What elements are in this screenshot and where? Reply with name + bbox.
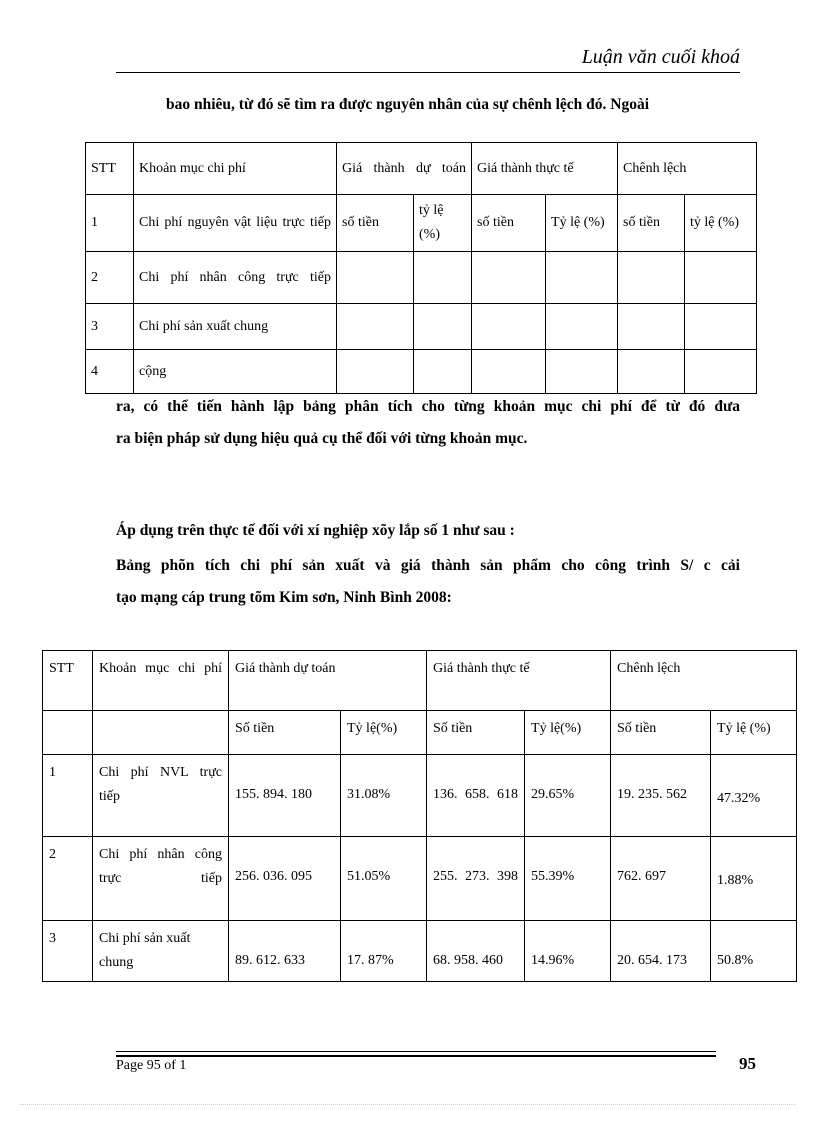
t2-header-stt: STT bbox=[43, 651, 93, 711]
t2-row-stt: 2 bbox=[43, 837, 93, 921]
t2-cell bbox=[43, 711, 93, 755]
t1-row-item: Chi phí nguyên vật liệu trực tiếp bbox=[134, 195, 337, 252]
t1-sub-diff-ratio: tỷ lệ (%) bbox=[685, 195, 757, 252]
t2-sub-est-amount: Số tiền bbox=[229, 711, 341, 755]
header-rule bbox=[116, 72, 740, 73]
t2-diff-ratio: 1.88% bbox=[711, 837, 797, 921]
table-title-line2: tạo mạng cáp trung tõm Kim sơn, Ninh Bình 2008: bbox=[116, 589, 452, 606]
footer-rule bbox=[116, 1051, 716, 1052]
t1-cell bbox=[685, 252, 757, 304]
t1-row-stt: 3 bbox=[86, 304, 134, 350]
paragraph-apply: Áp dụng trên thực tế đối với xí nghiệp xõy lắp số 1 như sau : bbox=[116, 522, 515, 539]
t2-diff-amount: 19. 235. 562 bbox=[611, 755, 711, 837]
t1-cell bbox=[472, 252, 546, 304]
t1-row-item: cộng bbox=[134, 350, 337, 394]
t1-sub-act-ratio: Tỷ lệ (%) bbox=[546, 195, 618, 252]
cost-analysis-template-table bbox=[85, 142, 757, 394]
t1-cell bbox=[337, 304, 414, 350]
t2-sub-diff-ratio: Tỷ lệ (%) bbox=[711, 711, 797, 755]
t1-row-stt: 1 bbox=[86, 195, 134, 252]
t2-sub-act-ratio: Tỷ lệ(%) bbox=[525, 711, 611, 755]
t2-row-item: Chi phí NVL trực tiếp bbox=[93, 755, 229, 837]
t1-cell bbox=[546, 304, 618, 350]
t2-row-item: Chi phí sản xuất chung bbox=[93, 921, 229, 982]
t1-sub-act-amount: số tiền bbox=[472, 195, 546, 252]
t2-sub-act-amount: Số tiền bbox=[427, 711, 525, 755]
t2-est-amount: 155. 894. 180 bbox=[229, 755, 341, 837]
t2-row-stt: 3 bbox=[43, 921, 93, 982]
t2-est-ratio: 51.05% bbox=[341, 837, 427, 921]
t1-sub-diff-amount: số tiền bbox=[618, 195, 685, 252]
t1-cell bbox=[618, 252, 685, 304]
footer-rule-thick bbox=[116, 1055, 716, 1057]
paragraph-top: bao nhiêu, từ đó sẽ tìm ra được nguyên nhân của sự chênh lệch đó. Ngoài bbox=[166, 96, 650, 113]
t2-act-ratio: 29.65% bbox=[525, 755, 611, 837]
t2-sub-est-ratio: Tỷ lệ(%) bbox=[341, 711, 427, 755]
t1-cell bbox=[685, 350, 757, 394]
t1-header-actual: Giá thành thực tế bbox=[472, 143, 618, 195]
footer-page-number: 95 bbox=[739, 1054, 756, 1073]
t1-cell bbox=[337, 252, 414, 304]
t2-row-item: Chi phí nhân công trực tiếp bbox=[93, 837, 229, 921]
t2-row-stt: 1 bbox=[43, 755, 93, 837]
t2-act-amount: 68. 958. 460 bbox=[427, 921, 525, 982]
paragraph-mid-line2: ra biện pháp sử dụng hiệu quả cụ thể đối với từng khoản mục. bbox=[116, 430, 528, 447]
t2-diff-ratio: 50.8% bbox=[711, 921, 797, 982]
t1-cell bbox=[618, 304, 685, 350]
t2-est-amount: 256. 036. 095 bbox=[229, 837, 341, 921]
t1-cell bbox=[472, 350, 546, 394]
t2-est-ratio: 17. 87% bbox=[341, 921, 427, 982]
t1-row-item: Chi phí sản xuất chung bbox=[134, 304, 337, 350]
t2-header-actual: Giá thành thực tế bbox=[427, 651, 611, 711]
t2-act-amount: 136. 658. 618 bbox=[427, 755, 525, 837]
t2-header-estimate: Giá thành dự toán bbox=[229, 651, 427, 711]
t2-diff-amount: 762. 697 bbox=[611, 837, 711, 921]
t1-cell bbox=[414, 350, 472, 394]
t1-cell bbox=[685, 304, 757, 350]
footer-page-label: Page 95 of 1 bbox=[116, 1058, 187, 1073]
t2-act-amount: 255. 273. 398 bbox=[427, 837, 525, 921]
t2-header-item: Khoản mục chi phí bbox=[93, 651, 229, 711]
t2-act-ratio: 14.96% bbox=[525, 921, 611, 982]
page-bottom-dotted-line bbox=[20, 1104, 796, 1105]
t1-cell bbox=[472, 304, 546, 350]
t1-row-item: Chi phí nhân công trực tiếp bbox=[134, 252, 337, 304]
t1-row-stt: 2 bbox=[86, 252, 134, 304]
table-title-line1: Bảng phõn tích chi phí sản xuất và giá thành sản phẩm cho công trình S/ c cải bbox=[116, 557, 740, 574]
t2-act-ratio: 55.39% bbox=[525, 837, 611, 921]
t1-cell bbox=[337, 350, 414, 394]
paragraph-mid-line1: ra, có thể tiến hành lập bảng phân tích cho từng khoản mục chi phí để từ đó đưa bbox=[116, 398, 740, 415]
t1-header-item: Khoản mục chi phí bbox=[134, 143, 337, 195]
t1-sub-est-amount: số tiền bbox=[337, 195, 414, 252]
t2-est-amount: 89. 612. 633 bbox=[229, 921, 341, 982]
t2-diff-amount: 20. 654. 173 bbox=[611, 921, 711, 982]
t1-cell bbox=[546, 252, 618, 304]
t1-cell bbox=[546, 350, 618, 394]
t1-header-difference: Chênh lệch bbox=[618, 143, 757, 195]
t1-header-stt: STT bbox=[86, 143, 134, 195]
t2-header-difference: Chênh lệch bbox=[611, 651, 797, 711]
t1-row-stt: 4 bbox=[86, 350, 134, 394]
cost-analysis-table bbox=[42, 650, 797, 982]
t2-cell bbox=[93, 711, 229, 755]
t1-cell bbox=[618, 350, 685, 394]
page-header-title: Luận văn cuối khoá bbox=[581, 46, 740, 68]
t2-diff-ratio: 47.32% bbox=[711, 755, 797, 837]
t2-est-ratio: 31.08% bbox=[341, 755, 427, 837]
t1-cell bbox=[414, 304, 472, 350]
t1-cell bbox=[414, 252, 472, 304]
t2-sub-diff-amount: Số tiền bbox=[611, 711, 711, 755]
t1-header-estimate: Giá thành dự toán bbox=[337, 143, 472, 195]
t1-sub-est-ratio: tỷ lệ (%) bbox=[414, 195, 472, 252]
